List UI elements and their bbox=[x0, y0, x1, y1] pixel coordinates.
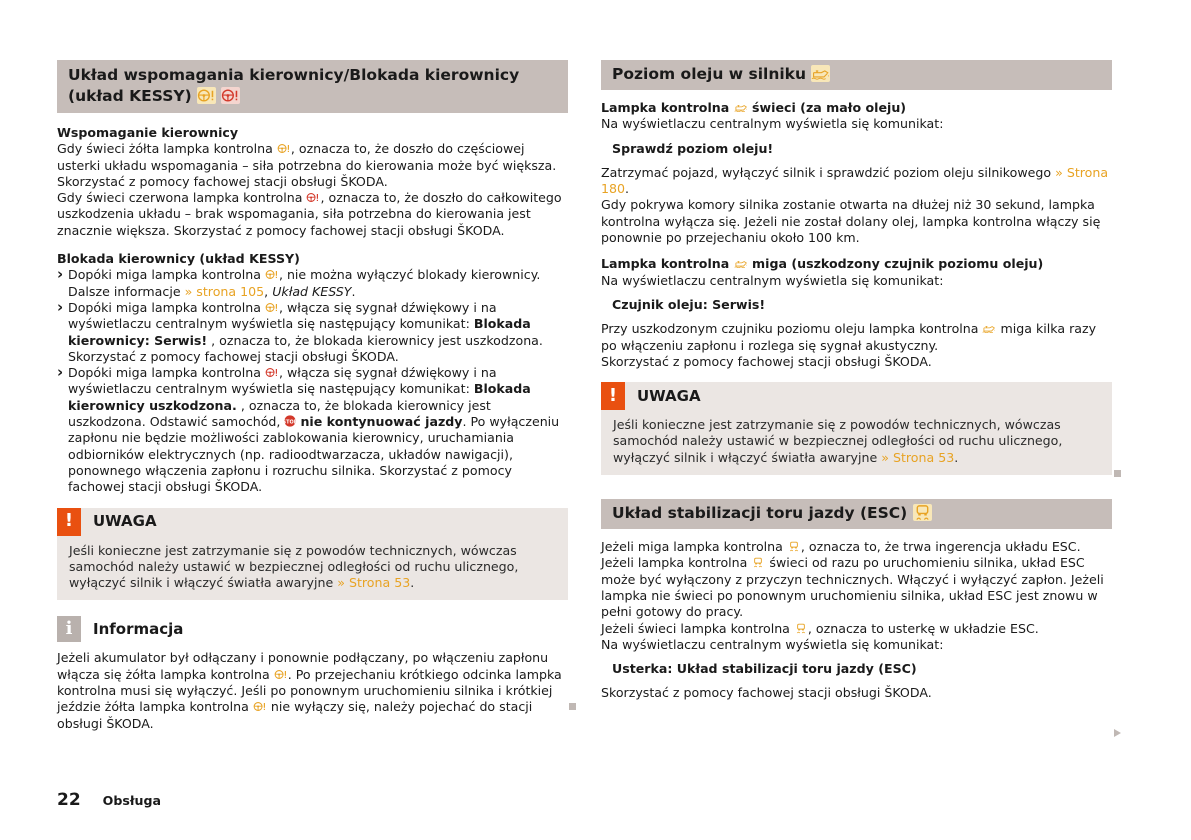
list-item: › Dopóki miga lampka kontrolna , nie można wyłączyć blokady kierownicy. Dalsze informacje » strona 105, Układ KESSY. bbox=[57, 267, 568, 300]
paragraph: Zatrzymać pojazd, wyłączyć silnik i sprawdzić poziom oleju silnikowego » Strona 180. bbox=[601, 164, 1109, 197]
steering-warning-icon bbox=[197, 87, 216, 104]
steering-warning-icon bbox=[265, 269, 279, 280]
subheading-power-steering: Wspomaganie kierownicy bbox=[57, 125, 239, 140]
warning-badge: ! bbox=[601, 382, 625, 410]
warning-header bbox=[601, 382, 1112, 410]
subheading-oil-sensor: Lampka kontrolna miga (uszkodzony czujnik poziomu oleju) bbox=[601, 256, 1044, 272]
page-link[interactable]: » Strona 53 bbox=[337, 575, 411, 591]
info-title: Informacja bbox=[93, 620, 184, 639]
steering-error-icon bbox=[221, 87, 240, 104]
paragraph: Na wyświetlaczu centralnym wyświetla się komunikat: bbox=[601, 636, 944, 652]
warning-title: UWAGA bbox=[637, 387, 701, 405]
list-item: › Dopóki miga lampka kontrolna , włącza się sygnał dźwiękowy i na wyświetlaczu centralnym wyświetla się następujący komunikat: Blokada kierownicy: Serwis! , oznacza to, że blokada kierownicy jest uszkodzona. Skorzystać z pomocy fachowej stacji obsługi ŠKODA. bbox=[57, 300, 568, 365]
paragraph: Skorzystać z pomocy fachowej stacji obsługi ŠKODA. bbox=[601, 353, 932, 369]
subheading-steering-lock: Blokada kierownicy (układ KESSY) bbox=[57, 251, 300, 267]
section-end-marker bbox=[569, 703, 576, 710]
display-message: Usterka: Układ stabilizacji toru jazdy (ESC) bbox=[612, 661, 917, 677]
subheading-oil-low: Lampka kontrolna świeci (za mało oleju) bbox=[601, 100, 907, 115]
oil-can-icon bbox=[811, 65, 830, 82]
oil-can-icon bbox=[734, 258, 748, 269]
section-heading-power-steering: Układ wspomagania kierownicy/Blokada kierownicy (układ KESSY) bbox=[57, 60, 568, 113]
warning-box bbox=[57, 508, 568, 601]
steering-warning-icon bbox=[265, 302, 279, 313]
right-column bbox=[601, 60, 1112, 702]
oil-can-icon bbox=[734, 102, 748, 113]
paragraph: Na wyświetlaczu centralnym wyświetla się komunikat: bbox=[601, 116, 944, 132]
esc-skid-icon bbox=[794, 623, 808, 634]
paragraph: Gdy pokrywa komory silnika zostanie otwarta na dłużej niż 30 sekund, lampka kontrolna wyłącza się. Jeżeli nie został dolany olej, lampka kontrolna włączy się ponownie po przejechaniu około 100 km. bbox=[601, 197, 1101, 246]
oil-can-icon bbox=[982, 323, 996, 334]
warning-text: Jeśli konieczne jest zatrzymanie się z powodów technicznych, wówczas samochód należy ustawić w bezpiecznej odległości od ruchu ulicznego, wyłączyć silnik i włączyć światła awaryjne » Strona 53. bbox=[613, 417, 1063, 465]
warning-text: Jeśli konieczne jest zatrzymanie się z powodów technicznych, wówczas samochód należy ustawić w bezpiecznej odległości od ruchu ulicznego, wyłączyć silnik i włączyć światła awaryjne » Strona 53. bbox=[69, 542, 519, 591]
stop-icon bbox=[284, 415, 296, 427]
page-number: 22 bbox=[57, 790, 81, 810]
esc-skid-icon bbox=[751, 557, 765, 568]
display-message: Sprawdź poziom oleju! bbox=[612, 140, 774, 156]
paragraph: Gdy świeci czerwona lampka kontrolna , oznacza to, że doszło do całkowitego uszkodzenia układu – brak wspomagania, siła potrzebna do kierowania jest znacznie większa. Skorzystać z pomocy fachowej stacji obsługi ŠKODA. bbox=[57, 190, 562, 238]
paragraph: Jeżeli świeci lampka kontrolna , oznacza to usterkę w układzie ESC. bbox=[601, 620, 1039, 636]
paragraph: Skorzystać z pomocy fachowej stacji obsługi ŠKODA. bbox=[601, 685, 932, 701]
warning-title: UWAGA bbox=[93, 512, 157, 531]
info-text: Jeżeli akumulator był odłączany i ponownie podłączany, po włączeniu zapłonu włącza się żółta lampka kontrolna . Po przejechaniu krótkiego odcinka lampka kontrolna musi się wyłączyć. Jeśli po ponownym uruchomieniu silnika i krótkiej jeździe żółta lampka kontrolna nie wyłączy się, należy pojechać do stacji obsługi ŠKODA. bbox=[57, 650, 562, 731]
warning-header bbox=[57, 508, 568, 536]
steering-warning-icon bbox=[277, 143, 291, 154]
steering-warning-icon bbox=[274, 669, 288, 680]
section-heading-esc: Układ stabilizacji toru jazdy (ESC) bbox=[601, 499, 1112, 529]
svg-text:STOP: STOP bbox=[282, 419, 298, 426]
display-message: Czujnik oleju: Serwis! bbox=[612, 296, 766, 312]
chapter-label: Obsługa bbox=[102, 793, 162, 808]
steering-error-icon bbox=[265, 367, 279, 378]
warning-box bbox=[601, 382, 1112, 475]
list-item: › Dopóki miga lampka kontrolna , włącza się sygnał dźwiękowy i na wyświetlaczu centralnym wyświetla się następujący komunikat: Blokada kierownicy uszkodzona. , oznacza to, że blokada kierownicy jest uszkodzona. Odstawić samochód, STOP nie kontynuować jazdy. Po wyłączeniu zapłonu nie będzie możliwości zablokowania kierownicy, uruchamiania odbiorników elektrycznych (np. radioodtwarzacza, układów nawigacji), ponownego włączenia zapłonu i rozruchu silnika. Skorzystać z pomocy fachowej stacji obsługi ŠKODA. bbox=[57, 365, 568, 495]
paragraph: Jeżeli miga lampka kontrolna , oznacza to, że trwa ingerencja układu ESC. bbox=[601, 539, 1081, 555]
steering-error-icon bbox=[306, 192, 320, 203]
paragraph: Jeżeli lampka kontrolna świeci od razu po uruchomieniu silnika, układ ESC może być wyłączony z przyczyn technicznych. Włączyć i wyłączyć zapłon. Jeżeli lampka nie świeci po ponownym uruchomieniu silnika, układ ESC jest znowu w pełni gotowy do pracy. bbox=[601, 555, 1104, 620]
info-header bbox=[57, 616, 568, 642]
paragraph: Przy uszkodzonym czujniku poziomu oleju lampka kontrolna miga kilka razy po włączeniu zapłonu i rozlega się sygnał akustyczny. bbox=[601, 321, 1097, 353]
esc-skid-icon bbox=[913, 504, 932, 521]
paragraph: Na wyświetlaczu centralnym wyświetla się komunikat: bbox=[601, 272, 944, 288]
page-link[interactable]: » Strona 53 bbox=[881, 449, 955, 465]
warning-badge: ! bbox=[57, 508, 81, 536]
section-heading-oil: Poziom oleju w silniku bbox=[601, 60, 1112, 90]
section-end-marker bbox=[1114, 470, 1121, 477]
continue-arrow-icon bbox=[1114, 729, 1121, 737]
info-badge: i bbox=[57, 616, 81, 642]
left-column bbox=[57, 60, 568, 732]
info-box bbox=[57, 616, 568, 731]
page-link[interactable]: » Strona 180 bbox=[601, 164, 1109, 197]
esc-skid-icon bbox=[787, 541, 801, 552]
paragraph: Gdy świeci żółta lampka kontrolna , oznacza to, że doszło do częściowej usterki układu wspomagania – siła potrzebna do kierowania może być większa. Skorzystać z pomocy fachowej stacji obsługi ŠKODA. bbox=[57, 141, 557, 189]
steering-warning-icon bbox=[253, 701, 267, 712]
page-link[interactable]: » strona 105 bbox=[184, 283, 265, 299]
page-footer bbox=[57, 792, 161, 809]
